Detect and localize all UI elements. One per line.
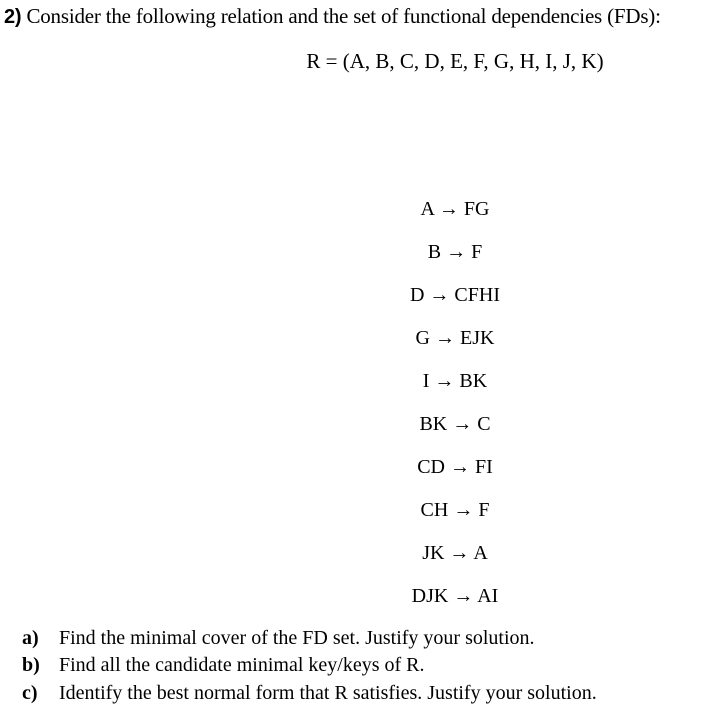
part-b [22, 654, 424, 677]
fd-item: G → EJK [415, 327, 495, 349]
relation-schema: R = (A, B, C, D, E, F, G, H, I, J, K) [306, 49, 604, 73]
part-c [22, 682, 597, 705]
fd-item: B → F [427, 241, 483, 263]
fd-item: I → BK [422, 370, 488, 392]
fd-item: CH → F [420, 499, 490, 521]
fd-item: A → FG [420, 198, 490, 220]
fd-item: DJK → AI [411, 585, 499, 607]
fd-item: BK → C [419, 413, 491, 435]
part-label: c) [22, 682, 38, 704]
part-label: a) [22, 627, 39, 649]
part-text: Identify the best normal form that R satisfies. Justify your solution. [59, 682, 597, 704]
part-label: b) [22, 654, 40, 676]
part-text: Find all the candidate minimal key/keys of R. [59, 654, 425, 676]
fd-item: D → CFHI [409, 284, 500, 306]
fd-item: JK → A [422, 542, 488, 564]
part-a [22, 627, 535, 650]
fd-item: CD → FI [417, 456, 493, 478]
question-text: Consider the following relation and the set of functional dependencies (FDs): [26, 4, 661, 28]
question-number: 2) [4, 6, 22, 28]
part-text: Find the minimal cover of the FD set. Justify your solution. [59, 627, 535, 649]
question-heading [4, 4, 661, 29]
